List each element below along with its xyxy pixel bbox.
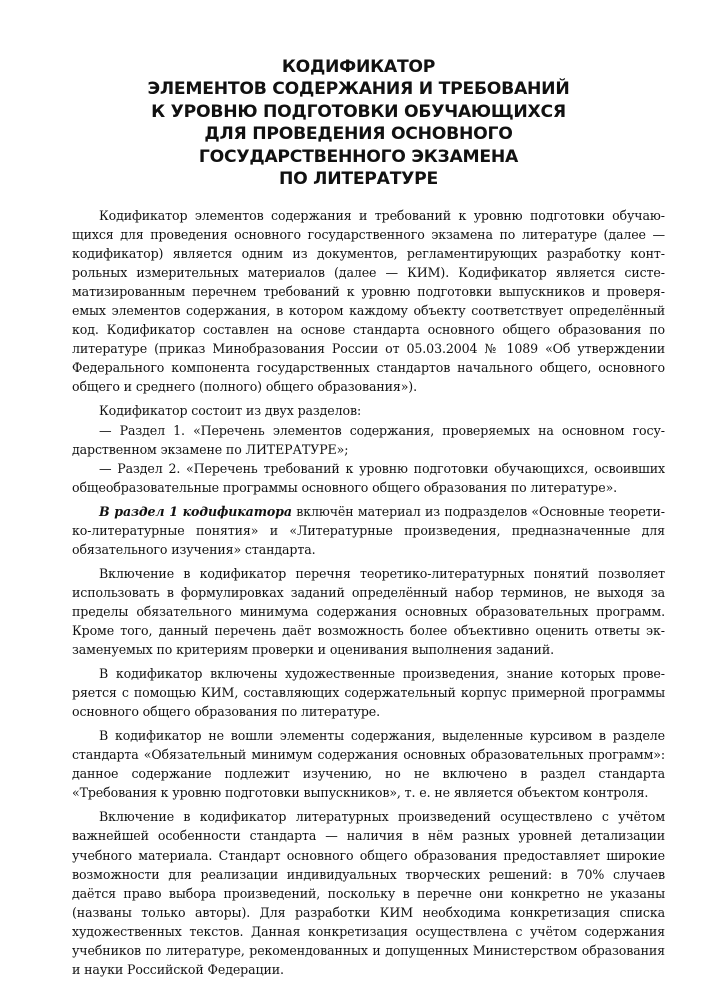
title-line: КОДИФИКАТОР [281,57,436,77]
document-title [0,56,717,190]
sections-intro-paragraph: Кодификатор состоит из двух разделов: [99,403,362,419]
section-1-lead: В раздел 1 кодификатора [99,503,292,519]
section-1-description-text: включён материал из подразделов «Основные теоретико-литературные понятия» и «Литературные произведения, предназначенные для обязательного изучения» стандарта. [72,503,666,557]
intro-paragraph: Кодификатор элементов содержания и требований к уровню подготовки обучающихся для проведения основного государственного экзамена по литературе (далее — кодификатор) является одним из документов, регламентирующих разработку контрольных измерительных материалов (далее — КИМ). Кодификатор является систематизированным перечнем требований к уровню подготовки выпускников и проверяемых элементов содержания, в котором каждому объекту соответствует определённый код. Кодификатор составлен на основе стандарта основного общего образования по литературе (приказ Минобразования России от 05.03.2004 № 1089 «Об утверждении Федерального компонента государственных стандартов начального общего, основного общего и среднего (полного) общего образования»). [72,208,665,395]
excluded-elements-paragraph: В кодификатор не вошли элементы содержания, выделенные курсивом в разделе стандарта «Обязательный минимум содержания основных образовательных программ»: данное содержание подлежит изучению, но не включено в раздел стандарта «Требования к уровню подготовки выпускников», т. е. не является объектом контроля. [72,728,665,801]
terms-paragraph: Включение в кодификатор перечня теоретико-литературных понятий позволяет использовать в формулировках заданий определённый набор терминов, не выходя за пределы обязательного минимума содержания основных образовательных программ. Кроме того, данный перечень даёт возможность более объективно оценить ответы экзаменуемых по критериям проверки и оценивания выполнения заданий. [72,565,665,658]
title-line: ДЛЯ ПРОВЕДЕНИЯ ОСНОВНОГО [204,124,513,145]
title-line: К УРОВНЮ ПОДГОТОВКИ ОБУЧАЮЩИХСЯ [151,101,566,122]
title-line: ГОСУДАРСТВЕННОГО ЭКЗАМЕНА [198,146,519,167]
literary-works-paragraph: Включение в кодификатор литературных произведений осуществлено с учётом важнейшей особенности стандарта — наличия в нём разных уровней детализации учебного материала. Стандарт основного общего образования предоставляет широкие возможности для реализации индивидуальных творческих решений: в 70% случаев даётся право выбора произведений, поскольку в перечне они конкретно не указаны (названы только авторы). Для разработки КИМ необходима конкретизация списка художественных текстов. Данная конкретизация осуществлена с учётом содержания учебников по литературе, рекомендованных и допущенных Министерством образования и науки Российской Федерации. [72,809,665,977]
section-1-description-paragraph [72,502,665,559]
document-body [72,206,665,984]
works-paragraph: В кодификатор включены художественные произведения, знание которых проверяется с помощью КИМ, составляющих содержательный корпус примерной программы основного общего образования по литературе. [72,666,665,720]
title-line: ЭЛЕМЕНТОВ СОДЕРЖАНИЯ И ТРЕБОВАНИЙ [147,79,570,100]
section-1-item: — Раздел 1. «Перечень элементов содержания, проверяемых на основном государственном экзамене по ЛИТЕРАТУРЕ»; [72,422,665,457]
section-2-item: — Раздел 2. «Перечень требований к уровню подготовки обучающихся, освоивших общеобразовательные программы основного общего образования по литературе». [72,460,665,495]
title-line: ПО ЛИТЕРАТУРЕ [278,169,439,190]
